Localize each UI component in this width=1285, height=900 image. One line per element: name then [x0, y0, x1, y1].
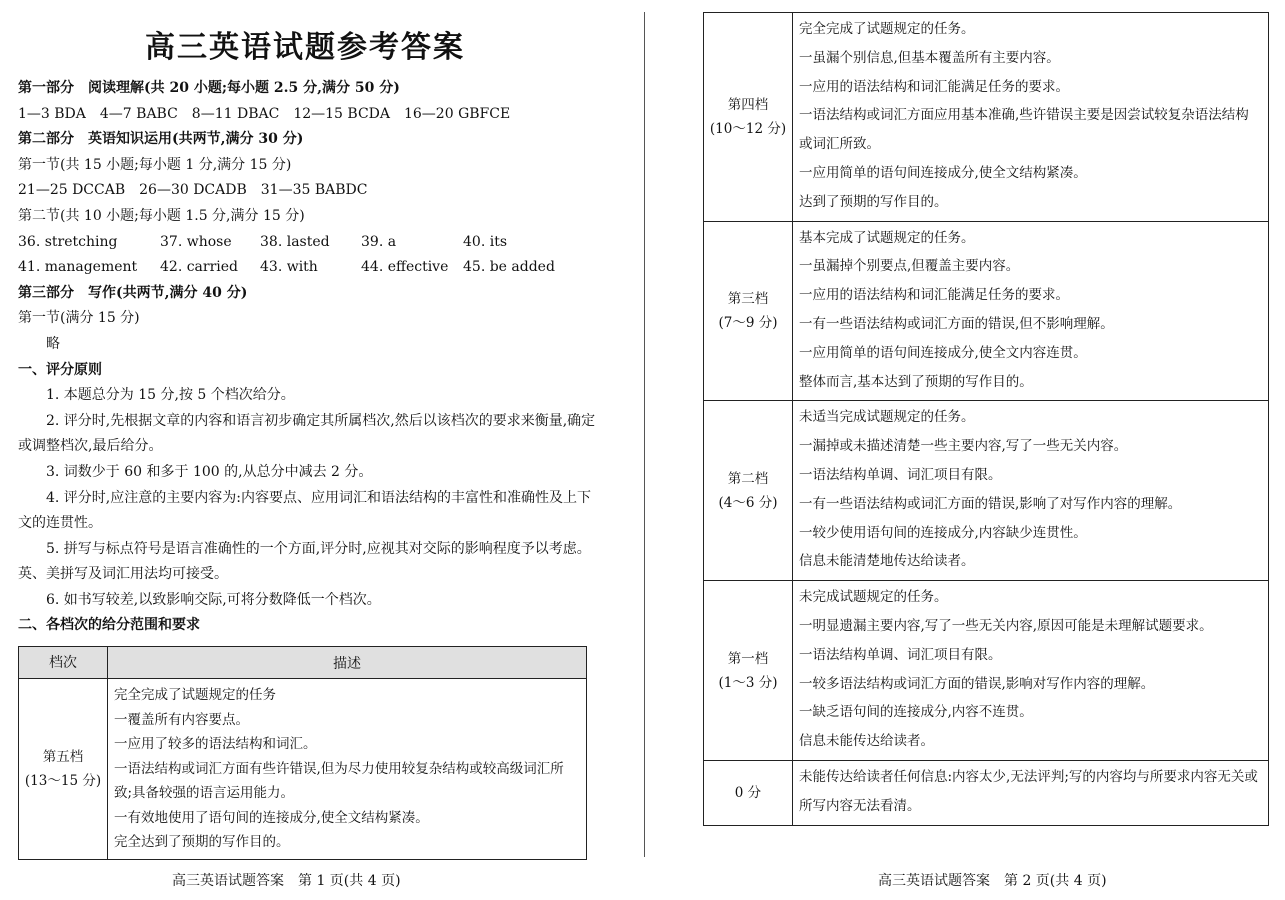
description-line: 一有一些语法结构或词汇方面的错误,影响了对写作内容的理解。	[799, 495, 1182, 512]
description-line: 一覆盖所有内容要点。	[114, 711, 249, 728]
description-line: 一语法结构单调、词汇项目有限。	[799, 466, 1002, 483]
description-line: 基本完成了试题规定的任务。	[799, 229, 975, 246]
description-line: 一应用了较多的语法结构和词汇。	[114, 736, 317, 752]
answer-item: 36. stretching	[18, 233, 118, 250]
description-line: 一明显遗漏主要内容,写了一些无关内容,原因可能是未理解试题要求。	[799, 617, 1213, 634]
description-line: 一较少使用语句间的连接成分,内容缺少连贯性。	[799, 524, 1087, 541]
table-row-grade3	[704, 221, 1269, 401]
grade-name: 第四档	[727, 96, 769, 113]
grading-table-part1	[18, 646, 587, 860]
part2-section2-answers-row2	[18, 255, 598, 281]
page-2	[650, 0, 1285, 900]
part1-heading: 第一部分 阅读理解(共 20 小题;每小题 2.5 分,满分 50 分)	[18, 80, 400, 96]
description-line: 未能传达给读者任何信息:内容太少,无法评判;写的内容均与所要求内容无关或所写内容无法看清。	[799, 768, 1258, 814]
grade-description-cell	[793, 581, 1269, 761]
table-row-grade0	[704, 760, 1269, 825]
description-line: 一缺乏语句间的连接成分,内容不连贯。	[799, 704, 1033, 721]
grade-description-cell	[108, 679, 587, 860]
description-line: 完全完成了试题规定的任务	[114, 687, 276, 703]
description-line: 完全完成了试题规定的任务。	[799, 21, 975, 37]
description-line: 一应用简单的语句间连接成分,使全文结构紧凑。	[799, 164, 1087, 181]
principles-heading: 一、评分原则	[18, 361, 102, 378]
description-line: 完全达到了预期的写作目的。	[114, 834, 290, 850]
part2-section2-heading: 第二节(共 10 小题;每小题 1.5 分,满分 15 分)	[18, 207, 305, 224]
page-divider	[644, 12, 645, 857]
grade-description-cell	[793, 221, 1269, 401]
grading-table-part2	[703, 12, 1269, 826]
answer-item: 38. lasted	[260, 233, 330, 250]
description-line: 一应用的语法结构和词汇能满足任务的要求。	[799, 287, 1069, 304]
description-line: 达到了预期的写作目的。	[799, 193, 948, 210]
answer-item: 40. its	[463, 233, 508, 250]
part3-section1-heading: 第一节(满分 15 分)	[18, 310, 140, 327]
grade-description-cell	[793, 13, 1269, 222]
grade-name: 0 分	[734, 784, 762, 801]
grade-name: 第一档	[727, 650, 769, 667]
principle-item: 2. 评分时,先根据文章的内容和语言初步确定其所属档次,然后以该档次的要求来衡量,确定或调整档次,最后给分。	[18, 412, 596, 455]
page-footer: 高三英语试题答案 第 1 页(共 4 页)	[172, 873, 401, 889]
table-row-grade1	[704, 581, 1269, 761]
answer-item: 39. a	[361, 233, 397, 250]
grade-level-cell	[704, 760, 793, 825]
table-row-grade5	[19, 679, 587, 860]
description-line: 一应用的语法结构和词汇能满足任务的要求。	[799, 78, 1069, 95]
column-header-level: 档次	[19, 647, 108, 679]
description-line: 一语法结构或词汇方面有些许错误,但为尽力使用较复杂结构或较高级词汇所致;具备较强的语言运用能力。	[114, 760, 564, 801]
grade-level-cell	[19, 679, 108, 860]
grade-name: 第三档	[727, 290, 769, 307]
table-header-row	[19, 647, 587, 679]
part2-heading: 第二部分 英语知识运用(共两节,满分 30 分)	[18, 131, 304, 148]
description-line: 一虽漏掉个别要点,但覆盖主要内容。	[799, 258, 1020, 275]
omitted-note: 略	[46, 335, 60, 352]
description-line: 一应用简单的语句间连接成分,使全文内容连贯。	[799, 344, 1087, 361]
grade-range: (4～6 分)	[718, 494, 778, 511]
principle-item: 3. 词数少于 60 和多于 100 的,从总分中减去 2 分。	[46, 463, 373, 480]
part2-section1-heading: 第一节(共 15 小题;每小题 1 分,满分 15 分)	[18, 156, 292, 173]
grade-description-cell	[793, 401, 1269, 581]
grade-range: (1～3 分)	[718, 674, 778, 691]
answer-item: 37. whose	[160, 233, 232, 250]
description-line: 一较多语法结构或词汇方面的错误,影响对写作内容的理解。	[799, 675, 1155, 692]
answer-key-body	[18, 76, 598, 639]
description-line: 一有效地使用了语句间的连接成分,使全文结构紧凑。	[114, 809, 429, 826]
part1-answers: 1—3 BDA 4—7 BABC 8—11 DBAC 12—15 BCDA 16—20 GBFCE	[18, 105, 511, 122]
page-footer: 高三英语试题答案 第 2 页(共 4 页)	[878, 873, 1107, 889]
description-line: 一语法结构单调、词汇项目有限。	[799, 646, 1002, 663]
description-line: 一语法结构或词汇方面应用基本准确,些许错误主要是因尝试较复杂语法结构或词汇所致。	[799, 107, 1249, 153]
description-line: 未适当完成试题规定的任务。	[799, 409, 975, 426]
description-line: 整体而言,基本达到了预期的写作目的。	[799, 373, 1033, 390]
principle-item: 4. 评分时,应注意的主要内容为:内容要点、应用词汇和语法结构的丰富性和准确性及上下文的连贯性。	[18, 489, 591, 532]
description-line: 未完成试题规定的任务。	[799, 589, 948, 606]
description-line: 信息未能传达给读者。	[799, 733, 934, 750]
table-heading: 二、各档次的给分范围和要求	[18, 617, 200, 634]
description-line: 信息未能清楚地传达给读者。	[799, 553, 975, 570]
grade-level-cell	[704, 13, 793, 222]
part2-section2-answers-row1	[18, 230, 598, 256]
answer-item: 45. be added	[463, 259, 555, 276]
description-line: 一漏掉或未描述清楚一些主要内容,写了一些无关内容。	[799, 438, 1128, 455]
column-header-description: 描述	[108, 647, 587, 679]
table-row-grade4	[704, 13, 1269, 222]
grade-level-cell	[704, 221, 793, 401]
answer-item: 43. with	[260, 259, 318, 276]
part3-heading: 第三部分 写作(共两节,满分 40 分)	[18, 284, 248, 301]
answer-item: 41. management	[18, 259, 138, 276]
grade-range: (7～9 分)	[718, 314, 778, 331]
document-title: 高三英语试题参考答案	[145, 30, 465, 65]
answer-item: 42. carried	[160, 259, 239, 276]
grade-description-cell	[793, 760, 1269, 825]
table-row-grade2	[704, 401, 1269, 581]
grade-range: (13～15 分)	[24, 772, 102, 789]
principle-item: 6. 如书写较差,以致影响交际,可将分数降低一个档次。	[46, 591, 381, 608]
part2-section1-answers: 21—25 DCCAB 26—30 DCADB 31—35 BABDC	[18, 182, 368, 199]
grade-name: 第二档	[727, 470, 769, 487]
principle-item: 1. 本题总分为 15 分,按 5 个档次给分。	[46, 387, 295, 404]
description-line: 一有一些语法结构或词汇方面的错误,但不影响理解。	[799, 315, 1114, 332]
answer-item: 44. effective	[361, 259, 449, 276]
grade-level-cell	[704, 401, 793, 581]
grade-range: (10～12 分)	[709, 120, 787, 137]
grade-name: 第五档	[42, 748, 84, 765]
page-1	[0, 0, 640, 900]
grade-level-cell	[704, 581, 793, 761]
principle-item: 5. 拼写与标点符号是语言准确性的一个方面,评分时,应视其对交际的影响程度予以考虑。英、美拼写及词汇用法均可接受。	[18, 540, 591, 583]
description-line: 一虽漏个别信息,但基本覆盖所有主要内容。	[799, 49, 1060, 66]
